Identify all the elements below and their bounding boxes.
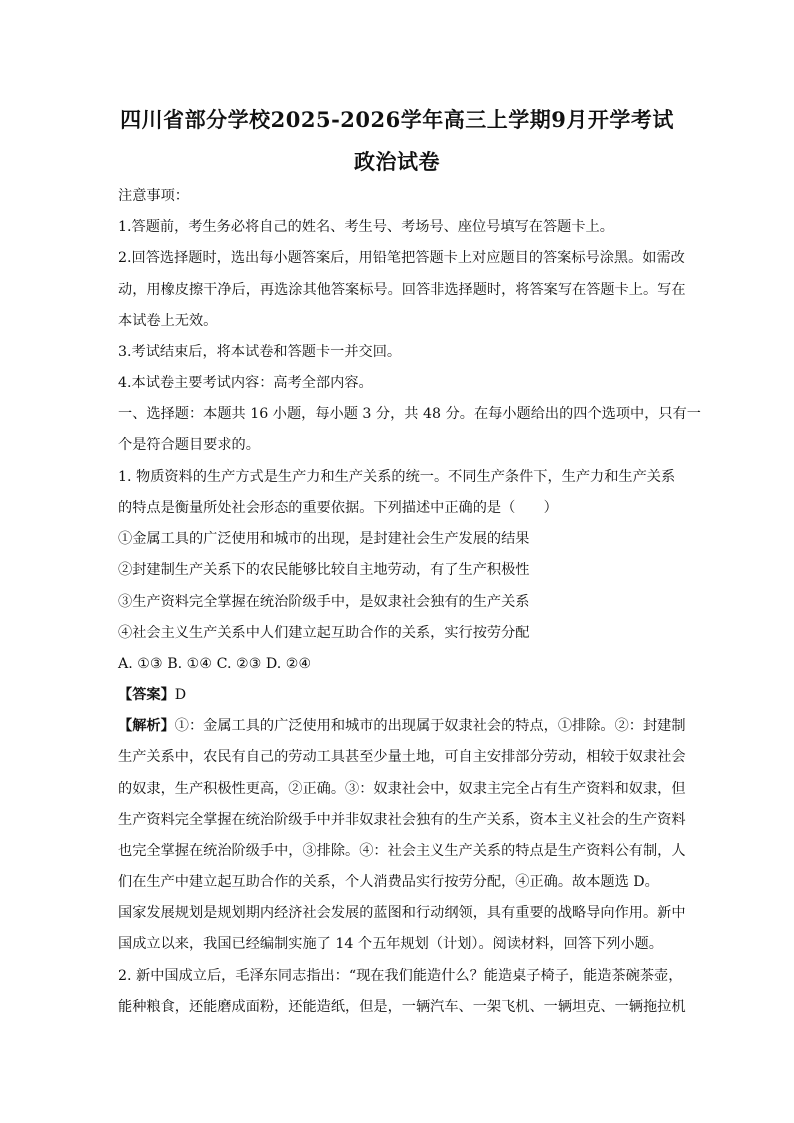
notice-item-1: 1.答题前，考生务必将自己的姓名、考生号、考场号、座位号填写在答题卡上。 xyxy=(118,219,614,235)
answer-value: D xyxy=(174,687,187,703)
question-1-option-3: ③生产资料完全掌握在统治阶级手中，是奴隶社会独有的生产关系 xyxy=(118,594,530,610)
notice-item-4: 4.本试卷主要考试内容：高考全部内容。 xyxy=(118,375,373,391)
question-1-answer xyxy=(118,685,688,705)
notice-item-2-line-3: 本试卷上无效。 xyxy=(118,313,218,329)
notice-item-2-line-2: 动，用橡皮擦干净后，再选涂其他答案标号。回答非选择题时，将答案写在答题卡上。写在 xyxy=(118,282,686,298)
answer-label: 【答案】 xyxy=(118,687,175,703)
question-1-analysis-line-1 xyxy=(118,716,688,736)
question-1-analysis-line-4: 生产资料完全掌握在统治阶级手中并非奴隶社会独有的生产关系，资本主义社会的生产资料 xyxy=(118,812,686,828)
material-line-2: 国成立以来，我国已经编制实施了 14 个五年规划（计划）。阅读材料，回答下列小题。 xyxy=(118,936,663,952)
question-1-stem-line-1: 1. 物质资料的生产方式是生产力和生产关系的统一。不同生产条件下，生产力和生产关系 xyxy=(118,469,676,485)
question-1-analysis-line-6: 们在生产中建立起互助合作的关系，个人消费品实行按劳分配，④正确。故本题选 D。 xyxy=(118,874,659,890)
document-subtitle: 政治试卷 xyxy=(354,149,440,174)
question-1-stem-line-2: 的特点是衡量所处社会形态的重要依据。下列描述中正确的是（ ） xyxy=(118,500,558,516)
question-1-choices: A. ①③ B. ①④ C. ②③ D. ②④ xyxy=(118,656,312,672)
section-heading-line-1: 一、选择题：本题共 16 小题，每小题 3 分，共 48 分。在每小题给出的四个选项中，只有一 xyxy=(118,406,701,422)
section-heading-line-2: 个是符合题目要求的。 xyxy=(118,437,260,453)
question-2-line-2: 能种粮食，还能磨成面粉，还能造纸，但是，一辆汽车、一架飞机、一辆坦克、一辆拖拉机 xyxy=(118,999,686,1015)
question-1-option-2: ②封建制生产关系下的农民能够比较自主地劳动，有了生产积极性 xyxy=(118,562,530,578)
analysis-label: 【解析】 xyxy=(118,718,175,734)
question-1-option-4: ④社会主义生产关系中人们建立起互助合作的关系，实行按劳分配 xyxy=(118,625,530,641)
question-1-analysis-line-5: 也完全掌握在统治阶级手中，③排除。④：社会主义生产关系的特点是生产资料公有制，人 xyxy=(118,843,686,859)
notice-heading: 注意事项： xyxy=(118,188,189,204)
material-line-1: 国家发展规划是规划期内经济社会发展的蓝图和行动纲领，具有重要的战略导向作用。新中 xyxy=(118,905,686,921)
analysis-text: ①：金属工具的广泛使用和城市的出现属于奴隶社会的特点，①排除。②：封建制 xyxy=(174,718,686,734)
question-2-line-1: 2. 新中国成立后，毛泽东同志指出：“现在我们能造什么？能造桌子椅子，能造茶碗茶壶， xyxy=(118,968,683,984)
question-1-analysis-line-3: 的奴隶，生产积极性更高，②正确。③：奴隶社会中，奴隶主完全占有生产资料和奴隶，但 xyxy=(118,781,686,797)
notice-item-2-line-1: 2.回答选择题时，选出每小题答案后，用铅笔把答题卡上对应题目的答案标号涂黑。如需改 xyxy=(118,250,685,266)
document-title: 四川省部分学校2025-2026学年高三上学期9月开学考试 xyxy=(120,107,674,132)
question-1-option-1: ①金属工具的广泛使用和城市的出现，是封建社会生产发展的结果 xyxy=(118,531,530,547)
notice-item-3: 3.考试结束后，将本试卷和答题卡一并交回。 xyxy=(118,344,402,360)
question-1-analysis-line-2: 生产关系中，农民有自己的劳动工具甚至少量土地，可自主安排部分劳动，相较于奴隶社会 xyxy=(118,749,686,765)
